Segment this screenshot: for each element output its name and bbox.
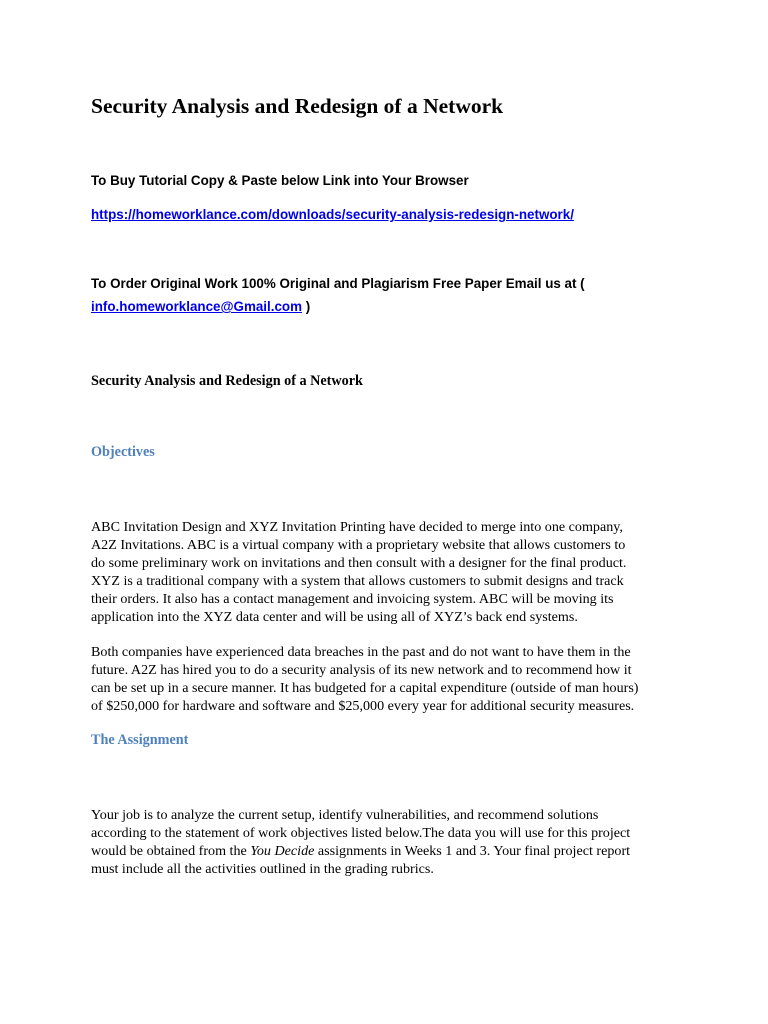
paragraph-text: assignments in Weeks 1 and 3. Your final project report xyxy=(314,843,631,859)
order-email-close: ) xyxy=(302,299,311,314)
assignment-heading: The Assignment xyxy=(91,732,189,748)
paragraph-breaches xyxy=(91,643,691,715)
order-email-line xyxy=(91,299,310,314)
document-title: Security Analysis and Redesign of a Network xyxy=(91,94,504,118)
paragraph-line: Your job is to analyze the current setup, identify vulnerabilities, and recommend solutions xyxy=(91,807,599,823)
paragraph-line xyxy=(91,842,691,860)
paragraph-intro xyxy=(91,518,691,626)
paragraph-line: A2Z Invitations. ABC is a virtual company with a proprietary website that allows customers to xyxy=(91,537,626,553)
paragraph-line: can be set up in a secure manner. It has budgeted for a capital expenditure (outside of man hours) xyxy=(91,680,639,696)
buy-link[interactable]: https://homeworklance.com/downloads/security-analysis-redesign-network/ xyxy=(91,207,574,222)
order-email-link[interactable]: info.homeworklance@Gmail.com xyxy=(91,299,302,314)
paragraph-line: must include all the activities outlined in the grading rubrics. xyxy=(91,861,434,877)
paragraph-line: future. A2Z has hired you to do a security analysis of its new network and to recommend how it xyxy=(91,662,632,678)
buy-instruction: To Buy Tutorial Copy & Paste below Link into Your Browser xyxy=(91,173,469,188)
paragraph-line: according to the statement of work objectives listed below.The data you will use for this project xyxy=(91,825,631,841)
you-decide-italic: You Decide xyxy=(250,843,315,859)
paragraph-line: Both companies have experienced data breaches in the past and do not want to have them in the xyxy=(91,644,631,660)
paragraph-line: XYZ is a traditional company with a system that allows customers to submit designs and track xyxy=(91,573,624,589)
paragraph-line: do some preliminary work on invitations and then consult with a designer for the final product. xyxy=(91,555,627,571)
paragraph-line: of $250,000 for hardware and software and $25,000 every year for additional security measures. xyxy=(91,698,635,714)
buy-link-line xyxy=(91,207,574,222)
objectives-heading: Objectives xyxy=(91,444,155,460)
paragraph-line: their orders. It also has a contact management and invoicing system. ABC will be moving its xyxy=(91,591,614,607)
paragraph-line: application into the XYZ data center and will be using all of XYZ’s back end systems. xyxy=(91,609,578,625)
paragraph-assignment xyxy=(91,806,691,878)
paragraph-line: ABC Invitation Design and XYZ Invitation Printing have decided to merge into one company, xyxy=(91,519,623,535)
paragraph-text: would be obtained from the xyxy=(91,843,251,859)
document-subtitle: Security Analysis and Redesign of a Network xyxy=(91,373,363,389)
order-instruction: To Order Original Work 100% Original and Plagiarism Free Paper Email us at ( xyxy=(91,276,585,291)
